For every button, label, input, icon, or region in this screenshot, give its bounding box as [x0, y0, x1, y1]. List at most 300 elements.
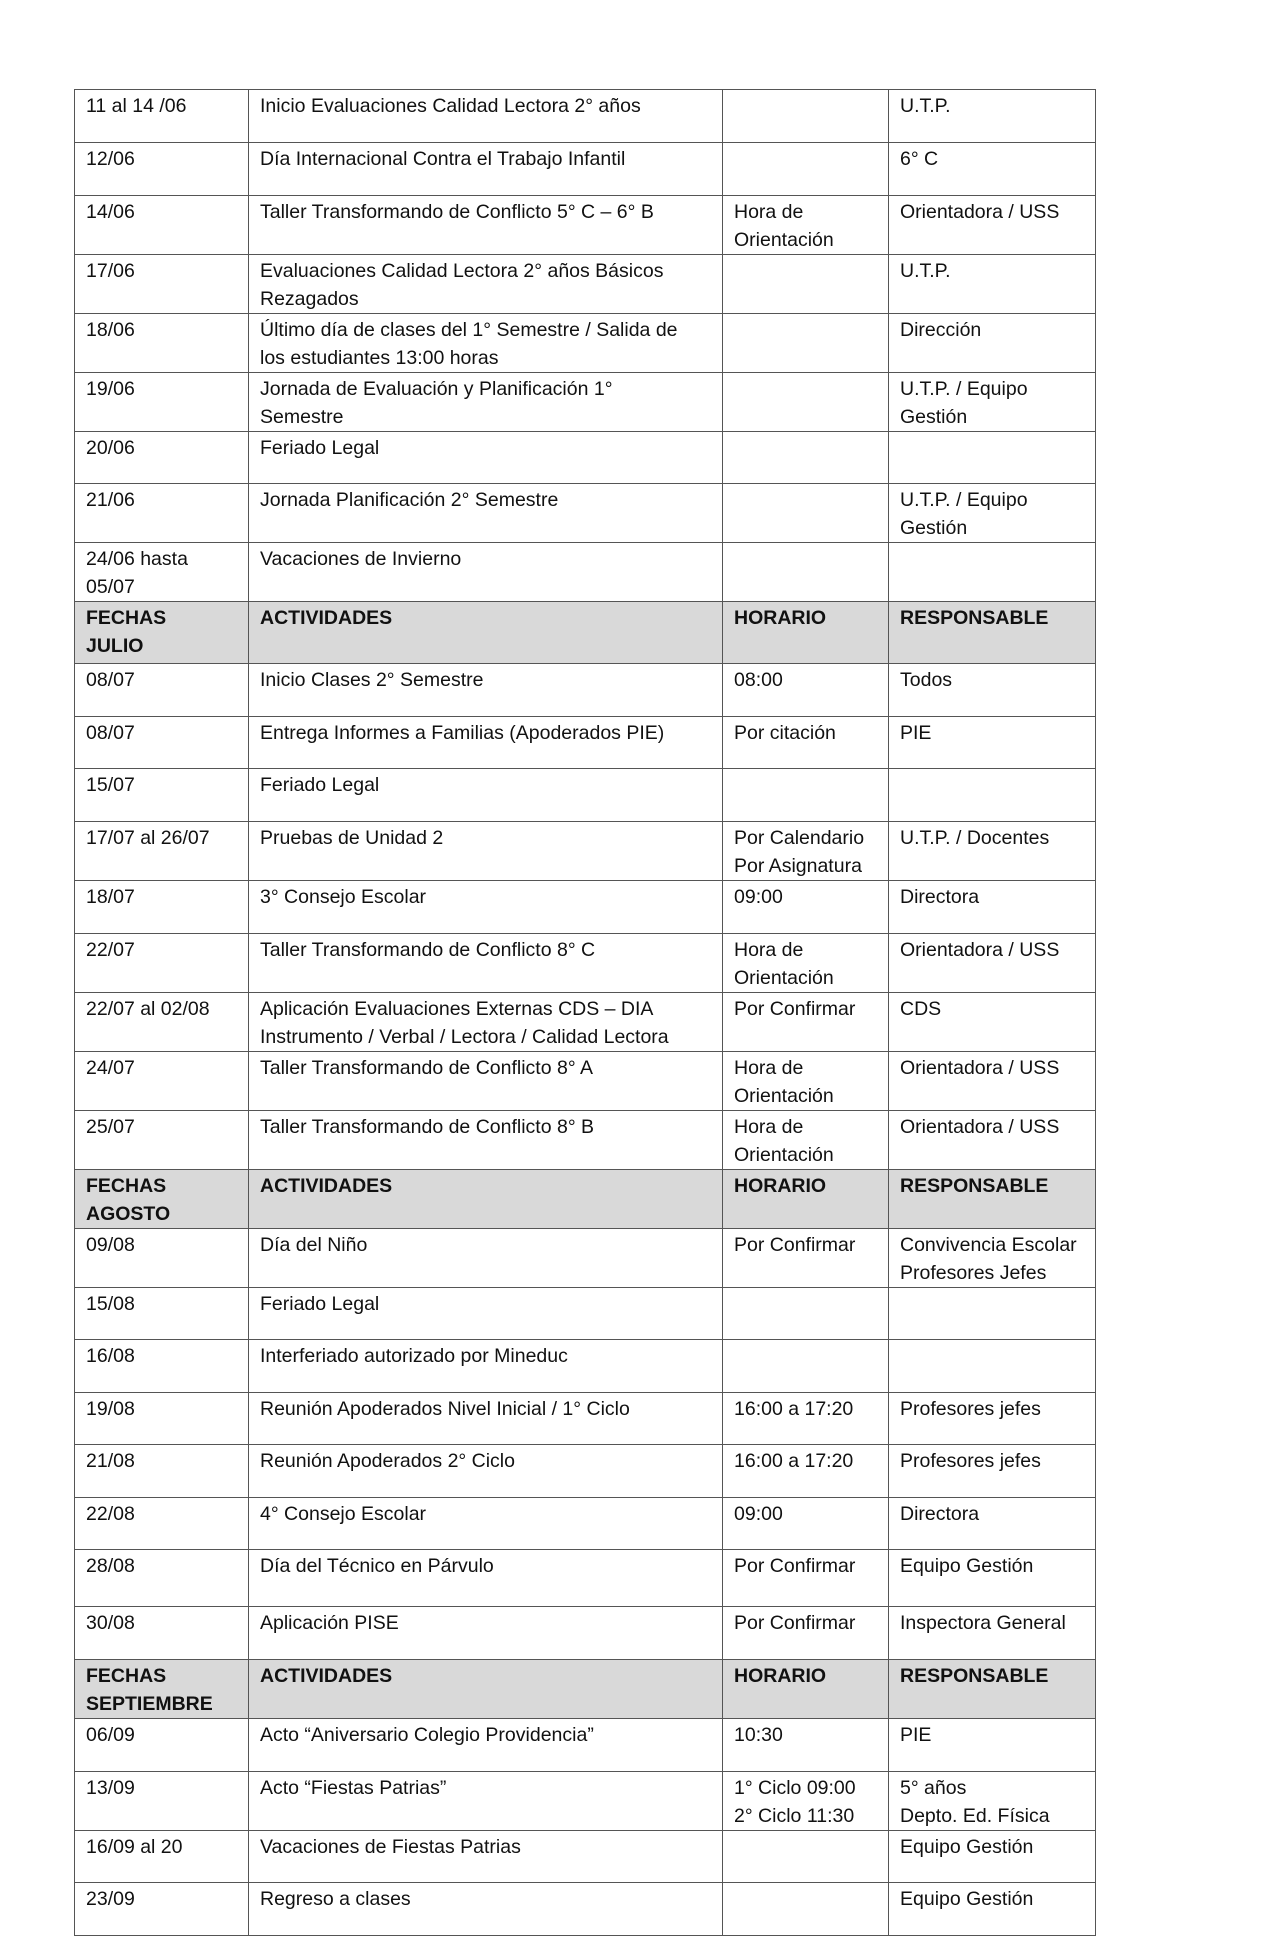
cell-text-line: 08/07 [86, 722, 135, 744]
responsible-cell [889, 1498, 1096, 1550]
table-row [75, 314, 1096, 373]
cell-text-line: 24/06 hasta [86, 548, 188, 570]
responsible-cell [889, 769, 1096, 822]
activity-cell [249, 717, 723, 769]
activity-cell [249, 934, 723, 993]
section-header-row [75, 1170, 1096, 1229]
header-schedule-cell [723, 1170, 889, 1229]
activity-cell [249, 143, 723, 196]
cell-text-line: 20/06 [86, 437, 135, 459]
cell-text-line: Día del Técnico en Párvulo [260, 1555, 494, 1577]
cell-text-line: Hora de [734, 1057, 804, 1079]
cell-text-line: JULIO [86, 635, 144, 657]
cell-text-line: U.T.P. / Equipo [900, 378, 1028, 400]
cell-text-line: FECHAS [86, 607, 167, 629]
schedule-cell [723, 1607, 889, 1660]
cell-text-line: 15/07 [86, 774, 135, 796]
table-row [75, 822, 1096, 881]
cell-text-line: 10:30 [734, 1724, 783, 1746]
section-header-row [75, 1660, 1096, 1719]
cell-text-line: Inicio Evaluaciones Calidad Lectora 2° años [260, 95, 641, 117]
table-row [75, 1607, 1096, 1660]
cell-text-line: 08:00 [734, 669, 783, 691]
cell-text-line: 19/08 [86, 1398, 135, 1420]
schedule-cell [723, 90, 889, 143]
schedule-cell [723, 196, 889, 255]
responsible-cell [889, 1340, 1096, 1393]
date-cell [75, 1831, 249, 1883]
cell-text-line: RESPONSABLE [900, 607, 1049, 629]
table-row [75, 1772, 1096, 1831]
schedule-cell [723, 1393, 889, 1445]
table-row [75, 1340, 1096, 1393]
date-cell [75, 373, 249, 432]
activity-cell [249, 1288, 723, 1340]
cell-text-line: 2° Ciclo 11:30 [734, 1805, 855, 1827]
table-row [75, 1288, 1096, 1340]
header-schedule-cell [723, 1660, 889, 1719]
activity-cell [249, 1607, 723, 1660]
schedule-cell [723, 1550, 889, 1607]
date-cell [75, 1550, 249, 1607]
table-row [75, 484, 1096, 543]
activity-cell [249, 255, 723, 314]
schedule-cell [723, 1883, 889, 1936]
schedule-cell [723, 432, 889, 484]
cell-text-line: PIE [900, 722, 932, 744]
date-cell [75, 1052, 249, 1111]
cell-text-line: Vacaciones de Fiestas Patrias [260, 1836, 521, 1858]
cell-text-line: Orientadora / USS [900, 1116, 1060, 1138]
cell-text-line: Por Asignatura [734, 855, 862, 877]
header-date-cell [75, 1660, 249, 1719]
responsible-cell [889, 1445, 1096, 1498]
responsible-cell [889, 314, 1096, 373]
cell-text-line: ACTIVIDADES [260, 607, 393, 629]
cell-text-line: 12/06 [86, 148, 135, 170]
activity-cell [249, 543, 723, 602]
schedule-cell [723, 1288, 889, 1340]
cell-text-line: Orientación [734, 229, 834, 251]
responsible-cell [889, 90, 1096, 143]
cell-text-line: Acto “Fiestas Patrias” [260, 1777, 447, 1799]
schedule-cell [723, 1445, 889, 1498]
table-row [75, 1111, 1096, 1170]
date-cell [75, 664, 249, 717]
cell-text-line: Interferiado autorizado por Mineduc [260, 1345, 568, 1367]
activity-cell [249, 1883, 723, 1936]
cell-text-line: Feriado Legal [260, 774, 380, 796]
cell-text-line: Gestión [900, 517, 968, 539]
header-activity-cell [249, 602, 723, 664]
date-cell [75, 1498, 249, 1550]
cell-text-line: Equipo Gestión [900, 1555, 1034, 1577]
responsible-cell [889, 993, 1096, 1052]
date-cell [75, 717, 249, 769]
cell-text-line: RESPONSABLE [900, 1175, 1049, 1197]
section-header-row [75, 602, 1096, 664]
cell-text-line: Rezagados [260, 288, 359, 310]
cell-text-line: 17/06 [86, 260, 135, 282]
schedule-cell [723, 1052, 889, 1111]
responsible-cell [889, 1607, 1096, 1660]
cell-text-line: Inicio Clases 2° Semestre [260, 669, 484, 691]
date-cell [75, 1393, 249, 1445]
cell-text-line: 15/08 [86, 1293, 135, 1315]
cell-text-line: Aplicación Evaluaciones Externas CDS – DIA [260, 998, 654, 1020]
schedule-cell [723, 664, 889, 717]
calendar-page [74, 89, 1095, 1936]
cell-text-line: Feriado Legal [260, 1293, 380, 1315]
cell-text-line: Evaluaciones Calidad Lectora 2° años Básicos [260, 260, 664, 282]
cell-text-line: Depto. Ed. Física [900, 1805, 1050, 1827]
responsible-cell [889, 1883, 1096, 1936]
cell-text-line: Orientadora / USS [900, 939, 1060, 961]
table-row [75, 881, 1096, 934]
date-cell [75, 1229, 249, 1288]
activity-cell [249, 1340, 723, 1393]
activity-cell [249, 484, 723, 543]
responsible-cell [889, 1719, 1096, 1772]
cell-text-line: Profesores jefes [900, 1398, 1041, 1420]
cell-text-line: 23/09 [86, 1888, 135, 1910]
cell-text-line: Día del Niño [260, 1234, 368, 1256]
cell-text-line: Orientación [734, 967, 834, 989]
cell-text-line: 3° Consejo Escolar [260, 886, 427, 908]
cell-text-line: U.T.P. / Docentes [900, 827, 1050, 849]
responsible-cell [889, 255, 1096, 314]
table-row [75, 934, 1096, 993]
responsible-cell [889, 1772, 1096, 1831]
schedule-cell [723, 143, 889, 196]
activity-cell [249, 1111, 723, 1170]
table-row [75, 1445, 1096, 1498]
responsible-cell [889, 1229, 1096, 1288]
cell-text-line: Por Confirmar [734, 998, 856, 1020]
cell-text-line: 18/07 [86, 886, 135, 908]
schedule-cell [723, 314, 889, 373]
schedule-cell [723, 484, 889, 543]
schedule-cell [723, 1111, 889, 1170]
cell-text-line: los estudiantes 13:00 horas [260, 347, 499, 369]
table-row [75, 717, 1096, 769]
date-cell [75, 90, 249, 143]
table-row [75, 90, 1096, 143]
activity-cell [249, 664, 723, 717]
date-cell [75, 143, 249, 196]
cell-text-line: 16:00 a 17:20 [734, 1450, 854, 1472]
schedule-cell [723, 1340, 889, 1393]
cell-text-line: Equipo Gestión [900, 1888, 1034, 1910]
cell-text-line: 16/08 [86, 1345, 135, 1367]
cell-text-line: 18/06 [86, 319, 135, 341]
cell-text-line: Orientadora / USS [900, 201, 1060, 223]
activity-cell [249, 196, 723, 255]
cell-text-line: Último día de clases del 1° Semestre / Salida de [260, 319, 678, 341]
table-row [75, 1883, 1096, 1936]
cell-text-line: Por Confirmar [734, 1234, 856, 1256]
cell-text-line: 30/08 [86, 1612, 135, 1634]
cell-text-line: U.T.P. [900, 95, 951, 117]
schedule-cell [723, 1772, 889, 1831]
responsible-cell [889, 934, 1096, 993]
cell-text-line: Taller Transformando de Conflicto 8° A [260, 1057, 593, 1079]
schedule-cell [723, 1719, 889, 1772]
cell-text-line: Dirección [900, 319, 982, 341]
schedule-cell [723, 769, 889, 822]
responsible-cell [889, 881, 1096, 934]
cell-text-line: Todos [900, 669, 953, 691]
table-row [75, 1229, 1096, 1288]
cell-text-line: Profesores jefes [900, 1450, 1041, 1472]
date-cell [75, 432, 249, 484]
table-row [75, 1393, 1096, 1445]
cell-text-line: Hora de [734, 939, 804, 961]
date-cell [75, 1445, 249, 1498]
cell-text-line: SEPTIEMBRE [86, 1693, 213, 1715]
schedule-cell [723, 543, 889, 602]
cell-text-line: 09:00 [734, 1503, 783, 1525]
cell-text-line: HORARIO [734, 1665, 827, 1687]
cell-text-line: U.T.P. [900, 260, 951, 282]
date-cell [75, 1111, 249, 1170]
cell-text-line: ACTIVIDADES [260, 1175, 393, 1197]
schedule-cell [723, 1498, 889, 1550]
date-cell [75, 196, 249, 255]
cell-text-line: 16/09 al 20 [86, 1836, 183, 1858]
responsible-cell [889, 664, 1096, 717]
schedule-cell [723, 1831, 889, 1883]
header-activity-cell [249, 1170, 723, 1229]
cell-text-line: Equipo Gestión [900, 1836, 1034, 1858]
activity-cell [249, 1393, 723, 1445]
table-row [75, 143, 1096, 196]
cell-text-line: Instrumento / Verbal / Lectora / Calidad Lectora [260, 1026, 669, 1048]
header-schedule-cell [723, 602, 889, 664]
responsible-cell [889, 1288, 1096, 1340]
table-row [75, 1550, 1096, 1607]
cell-text-line: 16:00 a 17:20 [734, 1398, 854, 1420]
responsible-cell [889, 822, 1096, 881]
cell-text-line: Directora [900, 886, 980, 908]
schedule-cell [723, 993, 889, 1052]
responsible-cell [889, 196, 1096, 255]
table-row [75, 1719, 1096, 1772]
cell-text-line: 4° Consejo Escolar [260, 1503, 427, 1525]
cell-text-line: Inspectora General [900, 1612, 1066, 1634]
schedule-cell [723, 881, 889, 934]
activity-cell [249, 1052, 723, 1111]
cell-text-line: Entrega Informes a Familias (Apoderados PIE) [260, 722, 665, 744]
activity-cell [249, 432, 723, 484]
cell-text-line: Hora de [734, 1116, 804, 1138]
cell-text-line: HORARIO [734, 1175, 827, 1197]
cell-text-line: Convivencia Escolar [900, 1234, 1077, 1256]
table-row [75, 1498, 1096, 1550]
responsible-cell [889, 484, 1096, 543]
date-cell [75, 484, 249, 543]
cell-text-line: 05/07 [86, 576, 135, 598]
responsible-cell [889, 143, 1096, 196]
table-row [75, 1831, 1096, 1883]
activity-cell [249, 1498, 723, 1550]
cell-text-line: FECHAS [86, 1665, 167, 1687]
responsible-cell [889, 717, 1096, 769]
date-cell [75, 1288, 249, 1340]
cell-text-line: 1° Ciclo 09:00 [734, 1777, 856, 1799]
responsible-cell [889, 543, 1096, 602]
cell-text-line: 21/08 [86, 1450, 135, 1472]
date-cell [75, 1607, 249, 1660]
cell-text-line: Orientadora / USS [900, 1057, 1060, 1079]
activity-cell [249, 1831, 723, 1883]
schedule-cell [723, 934, 889, 993]
cell-text-line: AGOSTO [86, 1203, 171, 1225]
table-row [75, 664, 1096, 717]
activity-cell [249, 881, 723, 934]
date-cell [75, 934, 249, 993]
cell-text-line: 24/07 [86, 1057, 135, 1079]
cell-text-line: Taller Transformando de Conflicto 8° B [260, 1116, 595, 1138]
cell-text-line: Por Confirmar [734, 1555, 856, 1577]
header-responsible-cell [889, 602, 1096, 664]
header-date-cell [75, 602, 249, 664]
cell-text-line: 22/08 [86, 1503, 135, 1525]
cell-text-line: 19/06 [86, 378, 135, 400]
activities-table-body [75, 90, 1096, 1936]
cell-text-line: Profesores Jefes [900, 1262, 1047, 1284]
schedule-cell [723, 717, 889, 769]
cell-text-line: HORARIO [734, 607, 827, 629]
schedule-cell [723, 1229, 889, 1288]
activity-cell [249, 1772, 723, 1831]
responsible-cell [889, 1831, 1096, 1883]
cell-text-line: 06/09 [86, 1724, 135, 1746]
cell-text-line: PIE [900, 1724, 932, 1746]
activity-cell [249, 1719, 723, 1772]
table-row [75, 373, 1096, 432]
table-row [75, 769, 1096, 822]
cell-text-line: 28/08 [86, 1555, 135, 1577]
date-cell [75, 769, 249, 822]
cell-text-line: Jornada Planificación 2° Semestre [260, 489, 559, 511]
cell-text-line: Reunión Apoderados Nivel Inicial / 1° Ciclo [260, 1398, 630, 1420]
cell-text-line: Regreso a clases [260, 1888, 411, 1910]
schedule-cell [723, 822, 889, 881]
activity-cell [249, 1445, 723, 1498]
cell-text-line: RESPONSABLE [900, 1665, 1049, 1687]
cell-text-line: U.T.P. / Equipo [900, 489, 1028, 511]
header-responsible-cell [889, 1660, 1096, 1719]
responsible-cell [889, 1111, 1096, 1170]
header-date-cell [75, 1170, 249, 1229]
responsible-cell [889, 373, 1096, 432]
cell-text-line: Por Confirmar [734, 1612, 856, 1634]
activity-cell [249, 822, 723, 881]
table-row [75, 1052, 1096, 1111]
cell-text-line: Por citación [734, 722, 836, 744]
header-responsible-cell [889, 1170, 1096, 1229]
cell-text-line: FECHAS [86, 1175, 167, 1197]
cell-text-line: Taller Transformando de Conflicto 5° C – 6° B [260, 201, 654, 223]
cell-text-line: 09:00 [734, 886, 783, 908]
date-cell [75, 993, 249, 1052]
date-cell [75, 255, 249, 314]
cell-text-line: Hora de [734, 201, 804, 223]
cell-text-line: ACTIVIDADES [260, 1665, 393, 1687]
cell-text-line: 17/07 al 26/07 [86, 827, 210, 849]
cell-text-line: Directora [900, 1503, 980, 1525]
cell-text-line: Acto “Aniversario Colegio Providencia” [260, 1724, 594, 1746]
date-cell [75, 543, 249, 602]
cell-text-line: Día Internacional Contra el Trabajo Infantil [260, 148, 626, 170]
activity-cell [249, 373, 723, 432]
cell-text-line: Jornada de Evaluación y Planificación 1° [260, 378, 613, 400]
table-row [75, 432, 1096, 484]
cell-text-line: 5° años [900, 1777, 967, 1799]
cell-text-line: Semestre [260, 406, 344, 428]
schedule-cell [723, 373, 889, 432]
cell-text-line: Taller Transformando de Conflicto 8° C [260, 939, 596, 961]
date-cell [75, 1883, 249, 1936]
cell-text-line: Pruebas de Unidad 2 [260, 827, 444, 849]
table-row [75, 993, 1096, 1052]
activity-cell [249, 1229, 723, 1288]
table-row [75, 196, 1096, 255]
activity-cell [249, 90, 723, 143]
header-activity-cell [249, 1660, 723, 1719]
activity-cell [249, 769, 723, 822]
cell-text-line: 11 al 14 /06 [86, 95, 187, 117]
table-row [75, 543, 1096, 602]
cell-text-line: Vacaciones de Invierno [260, 548, 462, 570]
cell-text-line: Aplicación PISE [260, 1612, 399, 1634]
schedule-cell [723, 255, 889, 314]
cell-text-line: Por Calendario [734, 827, 865, 849]
responsible-cell [889, 1393, 1096, 1445]
cell-text-line: Orientación [734, 1144, 834, 1166]
activity-cell [249, 993, 723, 1052]
cell-text-line: 22/07 al 02/08 [86, 998, 210, 1020]
cell-text-line: Feriado Legal [260, 437, 380, 459]
activity-cell [249, 1550, 723, 1607]
activity-cell [249, 314, 723, 373]
date-cell [75, 1340, 249, 1393]
cell-text-line: 08/07 [86, 669, 135, 691]
date-cell [75, 1772, 249, 1831]
cell-text-line: 6° C [900, 148, 939, 170]
cell-text-line: 22/07 [86, 939, 135, 961]
cell-text-line: Gestión [900, 406, 968, 428]
date-cell [75, 314, 249, 373]
cell-text-line: Reunión Apoderados 2° Ciclo [260, 1450, 515, 1472]
activities-table [74, 89, 1096, 1936]
cell-text-line: 21/06 [86, 489, 135, 511]
responsible-cell [889, 1550, 1096, 1607]
table-row [75, 255, 1096, 314]
date-cell [75, 822, 249, 881]
cell-text-line: 14/06 [86, 201, 135, 223]
date-cell [75, 1719, 249, 1772]
date-cell [75, 881, 249, 934]
cell-text-line: Orientación [734, 1085, 834, 1107]
cell-text-line: 25/07 [86, 1116, 135, 1138]
cell-text-line: 13/09 [86, 1777, 135, 1799]
cell-text-line: 09/08 [86, 1234, 135, 1256]
cell-text-line: CDS [900, 998, 942, 1020]
responsible-cell [889, 432, 1096, 484]
responsible-cell [889, 1052, 1096, 1111]
